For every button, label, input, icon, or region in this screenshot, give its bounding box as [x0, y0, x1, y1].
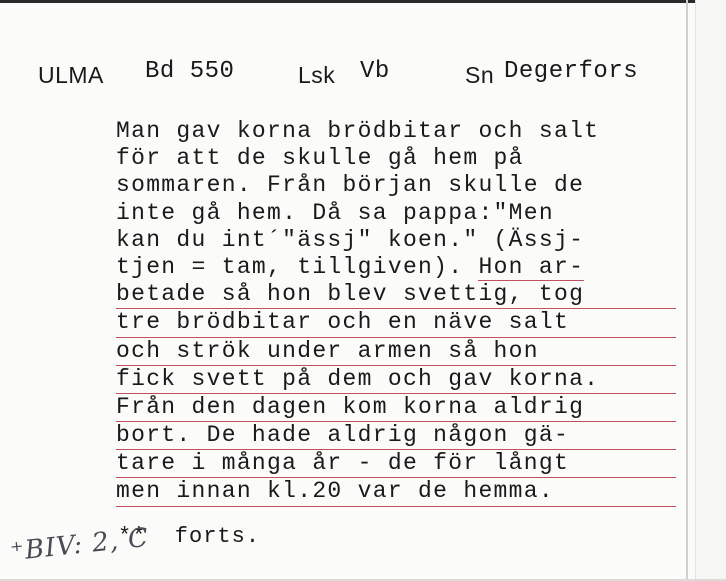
underlined-line: och strök under armen så hon — [116, 338, 676, 366]
card-right-margin — [695, 0, 726, 581]
parish-name: Degerfors — [504, 58, 639, 85]
text-line: för att de skulle gå hem på — [116, 145, 524, 172]
underlined-line: betade så hon blev svettig, tog — [116, 281, 676, 309]
underlined-line: bort. De hade aldrig någon gä- — [116, 422, 676, 450]
province-label: Lsk — [298, 62, 336, 88]
underlined-line: tare i många år - de för långt — [116, 450, 676, 478]
underlined-segment: Hon ar- — [478, 253, 585, 280]
handwritten-annotation: ⁺BIV: 2, C — [8, 522, 151, 568]
underlined-line: Från den dagen kom korna aldrig — [116, 394, 676, 422]
underlined-line: men innan kl.20 var de hemma. — [116, 478, 676, 506]
archive-code: ULMA — [38, 62, 104, 88]
volume-number: Bd 550 — [145, 58, 235, 85]
card-top-edge — [0, 0, 726, 3]
continuation-note: ** forts. — [118, 524, 261, 549]
province-code: Vb — [360, 58, 390, 85]
underlined-line: fick svett på dem och gav korna. — [116, 366, 676, 394]
parish-label: Sn — [465, 62, 495, 88]
text-line: kan du int´"ässj" koen." (Ässj- — [116, 226, 585, 253]
card-right-divider — [686, 0, 688, 581]
text-segment: tjen = tam, tillgiven). — [116, 253, 479, 280]
underlined-line: tre brödbitar och en näve salt — [116, 309, 676, 337]
transcript-body — [116, 118, 676, 507]
text-line-mixed — [116, 254, 676, 281]
text-line: inte gå hem. Då sa pappa:"Men — [116, 199, 554, 226]
text-line: Man gav korna brödbitar och salt — [116, 118, 600, 144]
text-line: sommaren. Från början skulle de — [116, 172, 585, 199]
card-header — [38, 58, 678, 98]
